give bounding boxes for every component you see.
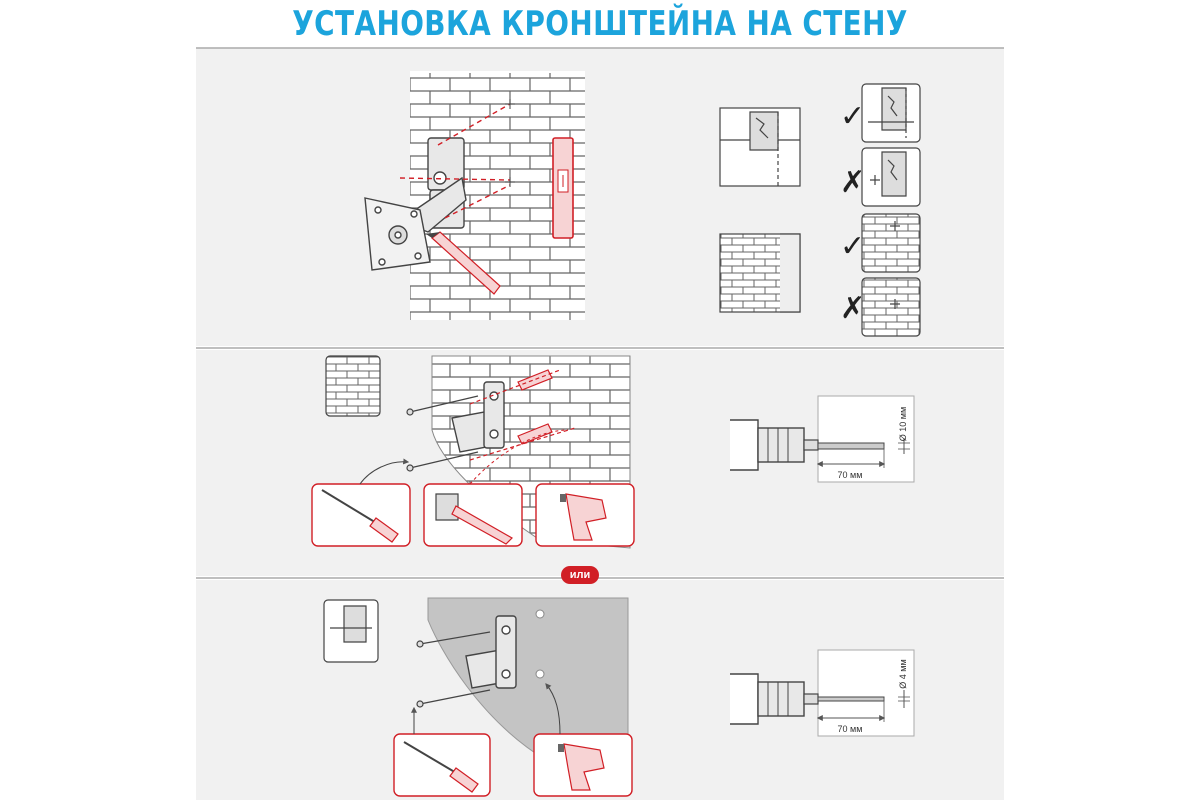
corner-brick-diagram — [720, 234, 800, 312]
drill-depth-label: 70 мм — [837, 470, 863, 480]
cross-mark: ✗ — [840, 292, 866, 325]
page-title: УСТАНОВКА КРОНШТЕЙНА НА СТЕНУ — [292, 4, 908, 44]
drywall-thumbnail — [324, 600, 378, 662]
check-mark: ✓ — [840, 100, 866, 133]
screwdriver-icon — [394, 734, 490, 796]
corner-drywall-diagram — [720, 108, 800, 186]
drill-depth-label: 70 мм — [837, 724, 863, 734]
level-icon — [553, 138, 573, 238]
result-correct-2 — [862, 214, 920, 272]
cross-mark: ✗ — [840, 166, 866, 199]
check-mark: ✓ — [840, 230, 866, 263]
drill-diameter-label: Ø 4 мм — [898, 659, 908, 689]
hammer-icon — [424, 484, 522, 546]
separator-badge: или — [561, 566, 599, 584]
screwdriver-icon — [312, 484, 410, 546]
result-wrong-2 — [862, 278, 920, 336]
brick-wall-thumbnail — [326, 356, 380, 416]
drill-icon — [536, 484, 634, 546]
drill-icon — [534, 734, 632, 796]
drill-diameter-label: Ø 10 мм — [898, 406, 908, 442]
